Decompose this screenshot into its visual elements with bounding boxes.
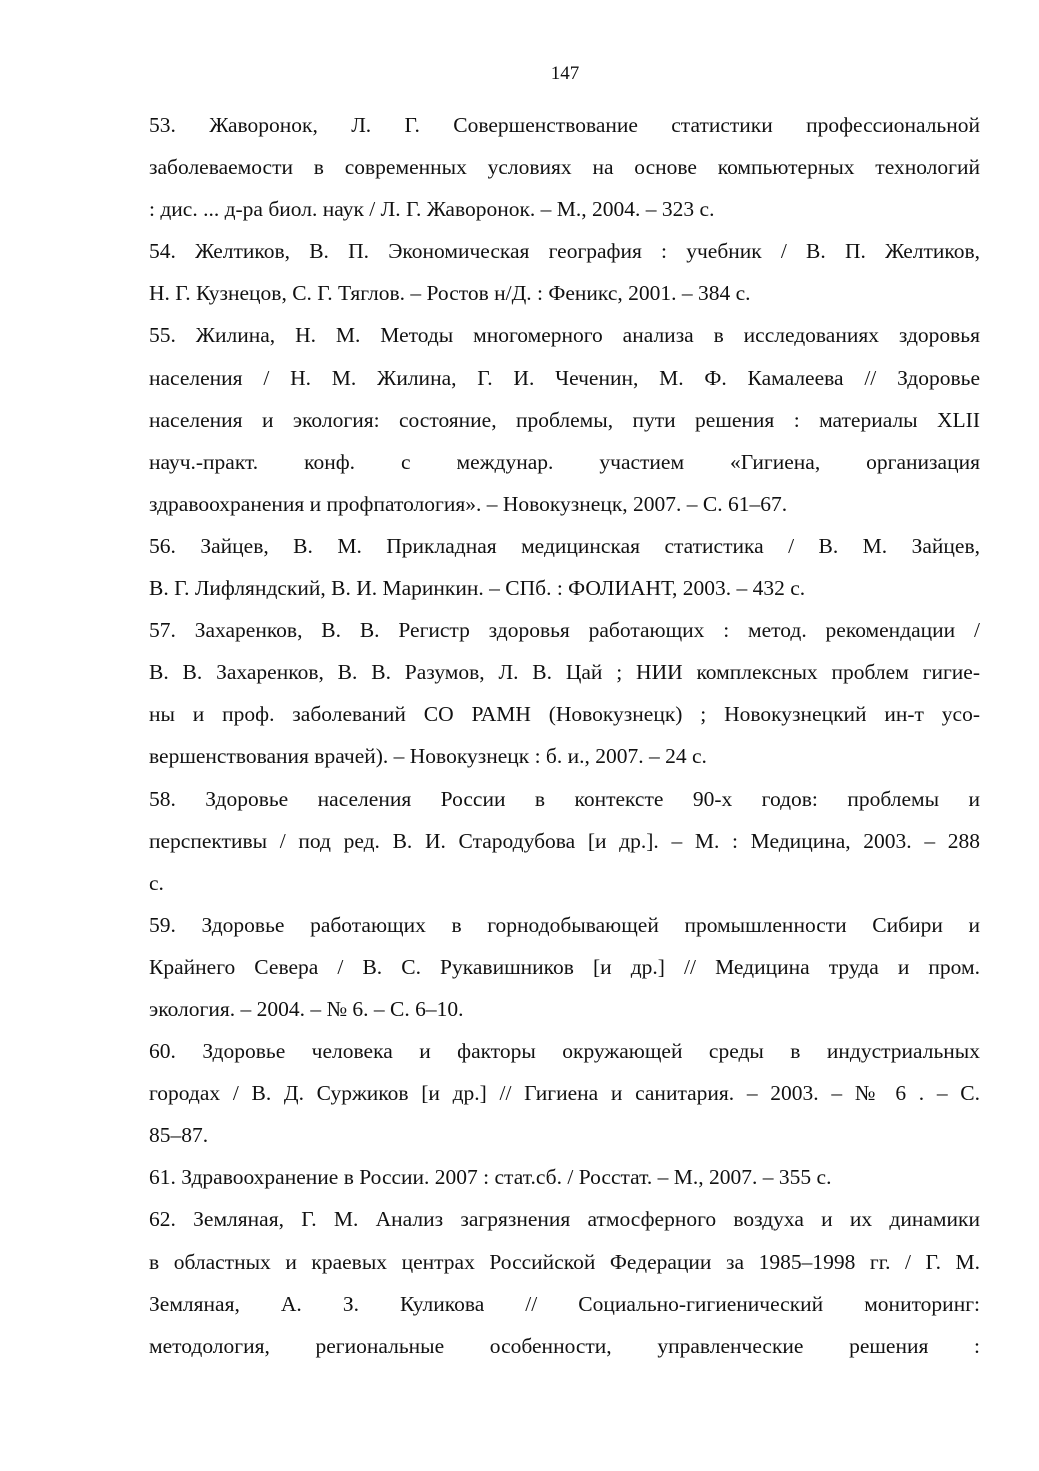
reference-line: Крайнего Севера / В. С. Рукавишников [и др.] // Медицина труда и пром. — [149, 954, 980, 979]
reference-entry-53 — [149, 104, 980, 230]
reference-entry-61 — [149, 1156, 980, 1198]
reference-line: населения и экология: состояние, проблемы, пути решения : материалы XLII — [149, 407, 980, 432]
reference-line: методология, региональные особенности, управленческие решения : — [149, 1333, 980, 1358]
reference-line: здравоохранения и профпатология». – Новокузнецк, 2007. – С. 61–67. — [149, 491, 788, 516]
reference-line: 57. Захаренков, В. В. Регистр здоровья работающих : метод. рекомендации / — [149, 618, 980, 643]
reference-list — [149, 104, 980, 1367]
reference-line: 59. Здоровье работающих в горнодобывающей промышленности Сибири и — [149, 912, 980, 937]
reference-line: ны и проф. заболеваний СО РАМН (Новокузнецк) ; Новокузнецкий ин-т усо- — [149, 702, 980, 727]
reference-line: вершенствования врачей). – Новокузнецк : б. и., 2007. – 24 с. — [149, 744, 707, 769]
reference-line: науч.-практ. конф. с междунар. участием «Гигиена, организация — [149, 449, 980, 474]
reference-entry-58 — [149, 778, 980, 904]
reference-entry-55 — [149, 314, 980, 524]
reference-line: экология. – 2004. – № 6. – С. 6–10. — [149, 996, 464, 1021]
reference-line: Н. Г. Кузнецов, С. Г. Тяглов. – Ростов н/Д. : Феникс, 2001. – 384 с. — [149, 281, 751, 306]
reference-line: населения / Н. М. Жилина, Г. И. Чеченин, М. Ф. Камалеева // Здоровье — [149, 365, 980, 390]
reference-line: В. Г. Лифляндский, В. И. Маринкин. – СПб. : ФОЛИАНТ, 2003. – 432 с. — [149, 576, 806, 601]
reference-line: городах / В. Д. Суржиков [и др.] // Гигиена и санитария. – 2003. – № 6 . – С. — [149, 1081, 980, 1106]
reference-line: 60. Здоровье человека и факторы окружающей среды в индустриальных — [149, 1039, 980, 1064]
reference-entry-56 — [149, 525, 980, 609]
reference-line: с. — [149, 870, 164, 895]
reference-line: 55. Жилина, Н. М. Методы многомерного анализа в исследованиях здоровья — [149, 323, 980, 348]
reference-line: 56. Зайцев, В. М. Прикладная медицинская статистика / В. М. Зайцев, — [149, 533, 980, 558]
reference-line: перспективы / под ред. В. И. Стародубова [и др.]. – М. : Медицина, 2003. – 288 — [149, 828, 980, 853]
reference-line: В. В. Захаренков, В. В. Разумов, Л. В. Цай ; НИИ комплексных проблем гигие- — [149, 660, 980, 685]
reference-line: 54. Желтиков, В. П. Экономическая география : учебник / В. П. Желтиков, — [149, 239, 980, 264]
reference-line: 85–87. — [149, 1123, 209, 1148]
reference-entry-60 — [149, 1030, 980, 1156]
reference-line: 61. Здравоохранение в России. 2007 : стат.сб. / Росстат. – М., 2007. – 355 с. — [149, 1165, 832, 1190]
reference-line: 58. Здоровье населения России в контексте 90-х годов: проблемы и — [149, 786, 980, 811]
reference-line: заболеваемости в современных условиях на основе компьютерных технологий — [149, 155, 980, 180]
reference-entry-59 — [149, 904, 980, 1030]
page-number: 147 — [550, 63, 580, 84]
reference-line: 62. Земляная, Г. М. Анализ загрязнения атмосферного воздуха и их динамики — [149, 1207, 980, 1232]
reference-line: в областных и краевых центрах Российской Федерации за 1985–1998 гг. / Г. М. — [149, 1249, 980, 1274]
reference-entry-62 — [149, 1198, 980, 1366]
reference-entry-54 — [149, 230, 980, 314]
reference-line: : дис. ... д-ра биол. наук / Л. Г. Жаворонок. – М., 2004. – 323 с. — [149, 197, 715, 222]
reference-entry-57 — [149, 609, 980, 777]
reference-line: 53. Жаворонок, Л. Г. Совершенствование статистики профессиональной — [149, 113, 980, 137]
reference-line: Земляная, А. З. Куликова // Социально-гигиенический мониторинг: — [149, 1291, 980, 1316]
